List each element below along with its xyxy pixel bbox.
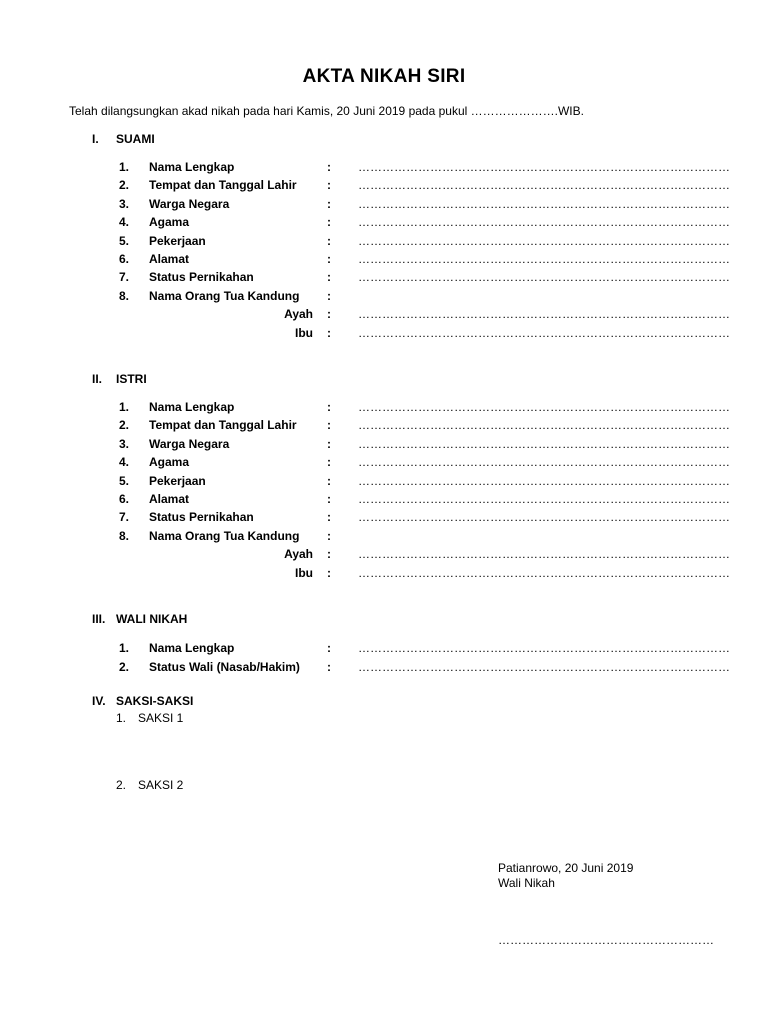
- saksi-2-label: SAKSI 2: [138, 778, 184, 792]
- section-suami-numeral: I.: [92, 132, 99, 146]
- istri-field-number: 8.: [119, 529, 130, 543]
- istri-field-label: Warga Negara: [149, 437, 230, 451]
- section-istri-heading: ISTRI: [116, 372, 147, 386]
- istri-ayah-label: Ayah: [284, 547, 313, 561]
- suami-field-3-fill-line: …………………………………………………………………………………: [358, 197, 730, 211]
- istri-field-4-fill-line: …………………………………………………………………………………: [358, 455, 730, 469]
- istri-field-number: 7.: [119, 510, 130, 524]
- istri-ibu-fill-line: …………………………………………………………………………………: [358, 566, 730, 580]
- istri-field-colon: :: [327, 529, 331, 543]
- signature-line: ………………………………………………: [498, 933, 714, 947]
- istri-field-6-fill-line: …………………………………………………………………………………: [358, 492, 730, 506]
- wali-field-1-fill-line: …………………………………………………………………………………: [358, 641, 730, 655]
- istri-field-label: Agama: [149, 455, 190, 469]
- suami-field-1-fill-line: …………………………………………………………………………………: [358, 160, 730, 174]
- istri-field-colon: :: [327, 510, 331, 524]
- suami-field-number: 1.: [119, 160, 130, 174]
- suami-field-number: 6.: [119, 252, 130, 266]
- istri-ibu-label: Ibu: [295, 566, 313, 580]
- istri-field-colon: :: [327, 455, 331, 469]
- istri-field-colon: :: [327, 400, 331, 414]
- signature-role: Wali Nikah: [498, 876, 555, 890]
- suami-field-colon: :: [327, 215, 331, 229]
- istri-field-number: 6.: [119, 492, 130, 506]
- istri-field-number: 3.: [119, 437, 130, 451]
- suami-field-7-fill-line: …………………………………………………………………………………: [358, 270, 730, 284]
- suami-ayah-colon: :: [327, 307, 331, 321]
- suami-field-colon: :: [327, 178, 331, 192]
- wali-field-2-fill-line: …………………………………………………………………………………: [358, 660, 730, 674]
- istri-field-colon: :: [327, 418, 331, 432]
- istri-field-colon: :: [327, 437, 331, 451]
- section-saksi-numeral: IV.: [92, 694, 106, 708]
- istri-field-colon: :: [327, 492, 331, 506]
- wali-field-number: 1.: [119, 641, 130, 655]
- suami-field-number: 8.: [119, 289, 130, 303]
- istri-field-label: Nama Orang Tua Kandung: [149, 529, 300, 543]
- suami-field-colon: :: [327, 289, 331, 303]
- suami-ayah-fill-line: …………………………………………………………………………………: [358, 307, 730, 321]
- istri-field-number: 1.: [119, 400, 130, 414]
- document-title: AKTA NIKAH SIRI: [302, 66, 466, 87]
- suami-ibu-label: Ibu: [295, 326, 313, 340]
- suami-field-number: 4.: [119, 215, 130, 229]
- suami-field-2-fill-line: …………………………………………………………………………………: [358, 178, 730, 192]
- suami-field-label: Status Pernikahan: [149, 270, 254, 284]
- istri-field-5-fill-line: …………………………………………………………………………………: [358, 474, 730, 488]
- section-wali-heading: WALI NIKAH: [116, 612, 188, 626]
- suami-field-label: Agama: [149, 215, 190, 229]
- suami-field-number: 3.: [119, 197, 130, 211]
- section-istri-numeral: II.: [92, 372, 103, 386]
- istri-ayah-fill-line: …………………………………………………………………………………: [358, 547, 730, 561]
- istri-field-label: Tempat dan Tanggal Lahir: [149, 418, 297, 432]
- istri-field-number: 5.: [119, 474, 130, 488]
- suami-field-label: Warga Negara: [149, 197, 230, 211]
- istri-field-label: Pekerjaan: [149, 474, 206, 488]
- wali-field-label: Nama Lengkap: [149, 641, 235, 655]
- suami-ibu-fill-line: …………………………………………………………………………………: [358, 326, 730, 340]
- suami-field-4-fill-line: …………………………………………………………………………………: [358, 215, 730, 229]
- section-suami-heading: SUAMI: [116, 132, 155, 146]
- suami-field-colon: :: [327, 252, 331, 266]
- saksi-1-label: SAKSI 1: [138, 711, 184, 725]
- suami-field-colon: :: [327, 197, 331, 211]
- istri-field-3-fill-line: …………………………………………………………………………………: [358, 437, 730, 451]
- wali-field-number: 2.: [119, 660, 130, 674]
- suami-field-colon: :: [327, 270, 331, 284]
- signature-place-date: Patianrowo, 20 Juni 2019: [498, 861, 634, 875]
- saksi-1-number: 1.: [116, 711, 127, 725]
- suami-field-number: 5.: [119, 234, 130, 248]
- suami-field-number: 7.: [119, 270, 130, 284]
- istri-field-1-fill-line: …………………………………………………………………………………: [358, 400, 730, 414]
- suami-ayah-label: Ayah: [284, 307, 313, 321]
- suami-field-label: Pekerjaan: [149, 234, 206, 248]
- istri-field-label: Nama Lengkap: [149, 400, 235, 414]
- istri-field-number: 4.: [119, 455, 130, 469]
- istri-field-7-fill-line: …………………………………………………………………………………: [358, 510, 730, 524]
- istri-ibu-colon: :: [327, 566, 331, 580]
- intro-text: Telah dilangsungkan akad nikah pada hari Kamis, 20 Juni 2019 pada pukul ………………….WIB.: [69, 104, 584, 118]
- suami-ibu-colon: :: [327, 326, 331, 340]
- wali-field-label: Status Wali (Nasab/Hakim): [149, 660, 300, 674]
- saksi-2-number: 2.: [116, 778, 127, 792]
- istri-field-label: Status Pernikahan: [149, 510, 254, 524]
- istri-ayah-colon: :: [327, 547, 331, 561]
- suami-field-label: Nama Orang Tua Kandung: [149, 289, 300, 303]
- suami-field-5-fill-line: …………………………………………………………………………………: [358, 234, 730, 248]
- wali-field-colon: :: [327, 641, 331, 655]
- suami-field-label: Alamat: [149, 252, 190, 266]
- wali-field-colon: :: [327, 660, 331, 674]
- suami-field-number: 2.: [119, 178, 130, 192]
- istri-field-colon: :: [327, 474, 331, 488]
- suami-field-colon: :: [327, 160, 331, 174]
- suami-field-label: Nama Lengkap: [149, 160, 235, 174]
- section-saksi-heading: SAKSI-SAKSI: [116, 694, 194, 708]
- istri-field-number: 2.: [119, 418, 130, 432]
- suami-field-label: Tempat dan Tanggal Lahir: [149, 178, 297, 192]
- section-wali-numeral: III.: [92, 612, 106, 626]
- suami-field-colon: :: [327, 234, 331, 248]
- istri-field-label: Alamat: [149, 492, 190, 506]
- istri-field-2-fill-line: …………………………………………………………………………………: [358, 418, 730, 432]
- suami-field-6-fill-line: …………………………………………………………………………………: [358, 252, 730, 266]
